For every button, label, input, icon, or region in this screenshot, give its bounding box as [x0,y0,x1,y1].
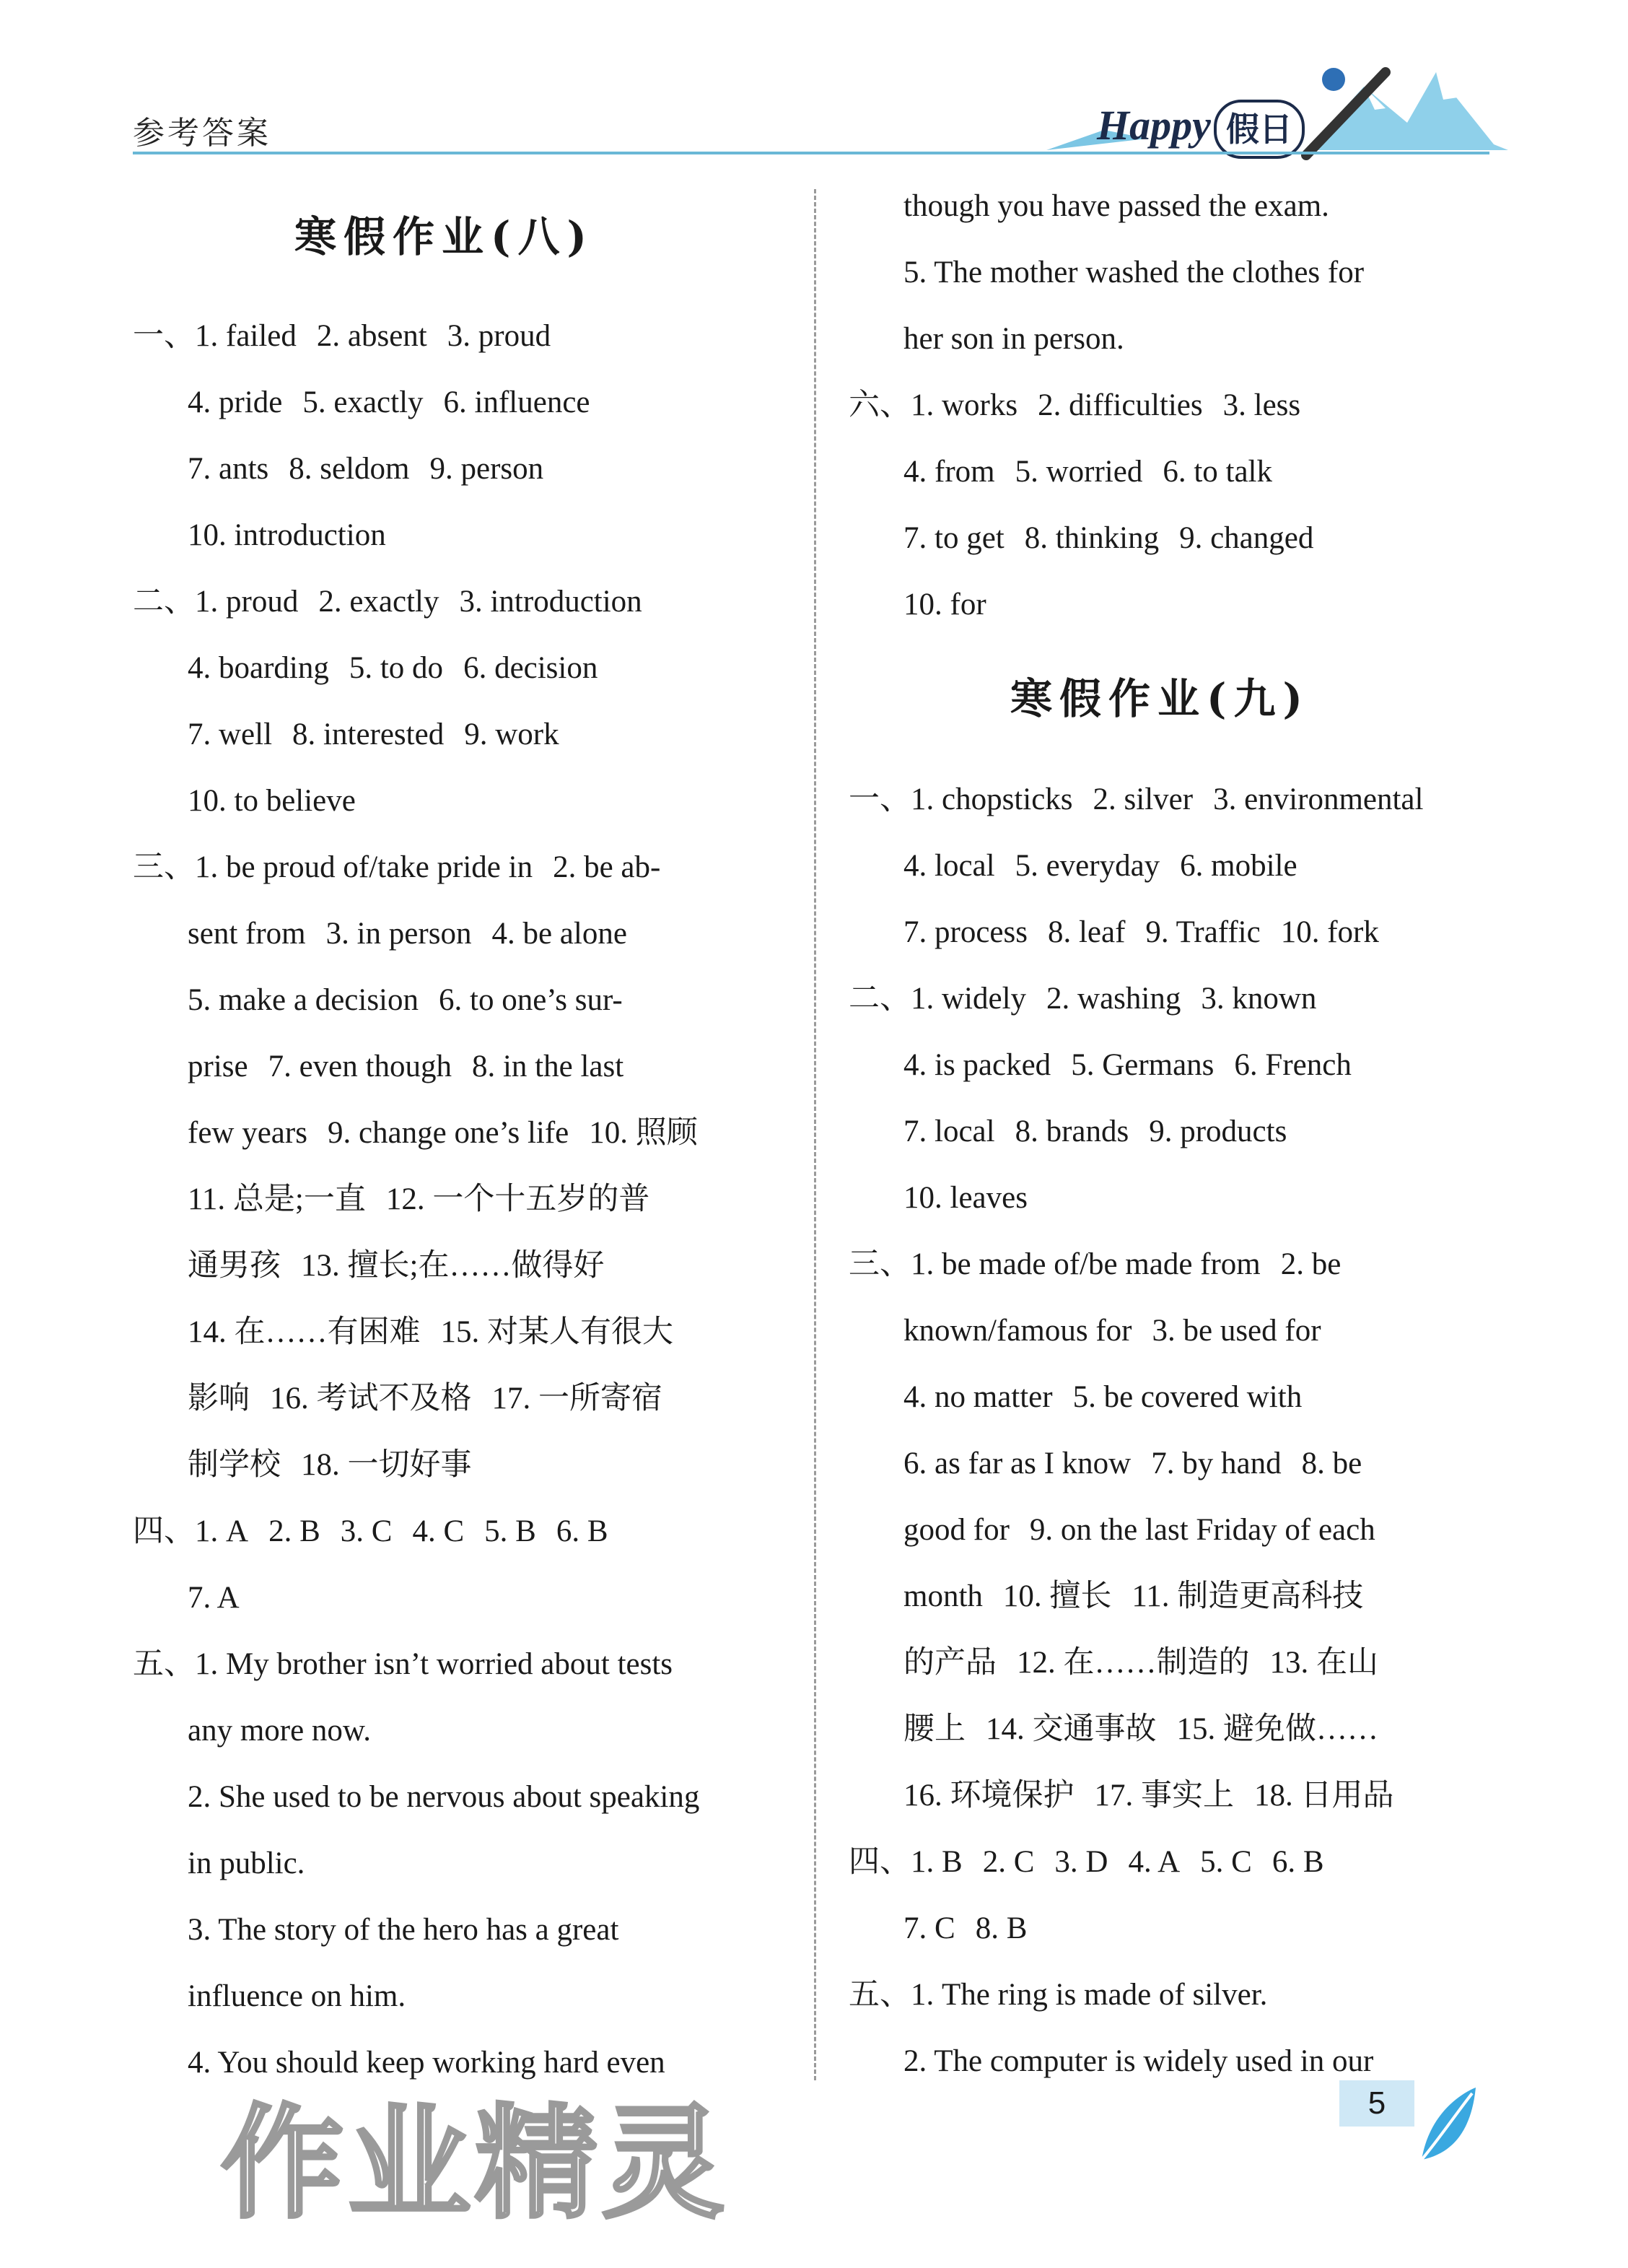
answer-item: 10. 照顾 [589,1116,698,1150]
answer-line [903,517,1313,560]
answer-item: 3. environmental [1213,782,1424,816]
answer-line [903,1442,1362,1486]
answer-item: 制学校 [188,1448,281,1482]
brand-badge: 假日 [1214,100,1305,159]
answer-item: 9. Traffic [1145,915,1261,949]
answer-item: 7. ants [188,452,269,486]
answer-item: 7. by hand [1151,1447,1282,1480]
answer-item: 3. C [340,1514,393,1548]
answer-line [188,1377,662,1421]
answer-item: 三、1. be made of/be made from [849,1247,1261,1281]
answer-item: 5. B [484,1514,536,1548]
answer-item: 二、1. widely [849,982,1027,1016]
answer-line [188,713,559,756]
answer-line [903,1774,1394,1818]
answer-line [133,1643,673,1686]
answer-line [188,1045,623,1089]
answer-item: 4. is packed [903,1048,1051,1082]
answer-item: 15. 避免做…… [1176,1712,1378,1746]
answer-item: 3. be used for [1152,1314,1321,1348]
answer-line [188,1709,371,1753]
answer-item: 2. difficulties [1038,388,1203,422]
header-label: 参考答案 [133,115,271,152]
answer-item: 17. 一所寄宿 [491,1382,662,1416]
answer-item: 14. 交通事故 [986,1712,1157,1746]
answer-line [903,1376,1302,1419]
answer-line [849,977,1316,1021]
answer-item: 4. from [903,455,995,489]
answer-item: 5. C [1200,1845,1252,1879]
answer-item: 通男孩 [188,1249,281,1283]
answer-line [188,1178,649,1221]
brand-happy-text: Happy [1097,102,1211,149]
answer-item: 16. 考试不及格 [270,1382,472,1416]
answer-item: 4. C [412,1514,465,1548]
answer-item: 4. local [903,849,995,883]
answer-item: 4. be alone [491,917,627,951]
answer-item: 10. leaves [903,1181,1028,1215]
answer-line [188,1244,604,1288]
answer-item: 9. changed [1179,521,1314,555]
answer-line [903,2040,1373,2083]
leaf-icon [1414,2088,1479,2167]
answer-line [903,318,1124,361]
answer-item: 14. 在……有困难 [188,1315,421,1349]
answer-item: 2. She used to be nervous about speaking [188,1780,700,1814]
answer-line [903,450,1272,494]
answer-item: 16. 环境保护 [903,1779,1075,1813]
answer-line [903,1907,1027,1950]
answer-item: good for [903,1513,1010,1547]
answer-line [188,912,627,956]
answer-item: 四、1. B [849,1845,963,1879]
answer-item: 5. exactly [302,385,424,419]
answer-item: prise [188,1050,248,1083]
answer-item: 8. be [1301,1447,1362,1480]
answer-item: 7. to get [903,521,1005,555]
answer-item: 5. to do [349,651,444,685]
answer-line [903,1110,1287,1153]
column-divider [814,189,816,2080]
answer-item: 2. absent [316,319,427,353]
header-rule [133,152,1489,154]
answer-item: 3. known [1201,982,1317,1016]
answer-line [903,1044,1352,1087]
answer-item: 3. proud [447,319,551,353]
answer-line [188,979,623,1022]
answer-item: 四、1. A [133,1514,249,1548]
answer-line [903,1509,1375,1552]
answer-item: 6. to one’s sur- [439,983,623,1017]
answer-line [849,384,1300,427]
answer-item: 5. everyday [1015,849,1160,883]
answer-line [903,1575,1363,1618]
answer-item: month [903,1579,983,1613]
answer-item: any more now. [188,1714,371,1748]
answer-line [903,1641,1378,1685]
answer-item: 4. pride [188,385,283,419]
answer-item: 10. for [903,588,986,621]
answer-line [903,1708,1378,1751]
answer-item: 2. C [982,1845,1035,1879]
answer-item: 六、1. works [849,388,1018,422]
answer-item: 5. make a decision [188,983,419,1017]
answer-item: 7. even though [268,1050,452,1083]
answer-item: 8. B [975,1911,1028,1945]
answer-item: 7. A [188,1581,240,1615]
answer-item: 3. in person [325,917,472,951]
answer-line [903,185,1329,228]
answer-item: few years [188,1116,307,1150]
answer-item: 五、1. My brother isn’t worried about tests [133,1647,673,1681]
answer-item: 二、1. proud [133,585,299,619]
answer-item: 5. Germans [1071,1048,1215,1082]
answer-line [188,1842,305,1885]
answer-item: 6. mobile [1180,849,1297,883]
answer-line [188,1909,618,1952]
section-title-8: 寒假作业(八) [294,212,594,261]
answer-item: 10. introduction [188,518,386,552]
answer-line [903,583,986,627]
answer-line [133,315,551,358]
answer-line [903,845,1297,888]
answer-line [849,1243,1341,1286]
answer-item: 3. D [1054,1845,1108,1879]
answer-item: 9. change one’s life [327,1116,569,1150]
answer-item: 3. less [1222,388,1301,422]
answer-line [133,1510,608,1553]
answer-item: 8. seldom [289,452,410,486]
answer-line [188,1776,699,1819]
answer-item: sent from [188,917,306,951]
answer-line [188,1975,406,2018]
answer-item: 一、1. failed [133,319,297,353]
answer-item: 6. decision [463,651,598,685]
answer-item: 10. to believe [188,784,356,818]
answer-line [133,846,660,889]
answer-item: 6. as far as I know [903,1447,1132,1480]
page-number: 5 [1339,2080,1414,2127]
answer-item: 6. French [1234,1048,1352,1082]
answer-item: 7. well [188,718,273,751]
answer-item: 五、1. The ring is made of silver. [849,1978,1268,2012]
answer-item: 6. influence [443,385,590,419]
answer-line [903,1309,1321,1353]
brand-logo [1046,58,1508,166]
answer-item: 3. introduction [459,585,642,619]
answer-item: 11. 总是;一直 [188,1182,366,1216]
answer-item: 18. 一切好事 [301,1448,472,1482]
answer-line [188,647,598,690]
answer-item: 7. C [903,1911,955,1945]
answer-line [849,1841,1324,1884]
answer-item: 4. boarding [188,651,329,685]
answer-item: known/famous for [903,1314,1132,1348]
answer-item: 6. B [1272,1845,1324,1879]
answer-item: 8. brands [1015,1115,1129,1148]
answer-item: 9. on the last Friday of each [1029,1513,1375,1547]
answer-item: 9. work [464,718,559,751]
answer-line [188,780,356,823]
answer-item: 8. leaf [1047,915,1126,949]
answer-item: 9. person [429,452,544,486]
answer-line [133,580,642,624]
watermark: 作业精灵 [221,2093,730,2236]
answer-item: 7. local [903,1115,995,1148]
answer-line [188,1576,240,1620]
answer-item: 17. 事实上 [1094,1779,1234,1813]
answer-item: 腰上 [903,1712,966,1746]
answer-line [188,514,386,557]
answer-line [849,1973,1267,2017]
answer-item: 影响 [188,1382,250,1416]
answer-item: 的产品 [903,1646,997,1680]
answer-item: 2. silver [1093,782,1194,816]
answer-line [188,1311,673,1354]
answer-item: 5. The mother washed the clothes for [903,256,1365,289]
answer-item: 12. 在……制造的 [1017,1646,1250,1680]
answer-line [188,381,590,424]
answer-item: 三、1. be proud of/take pride in [133,850,533,884]
answer-item: 5. be covered with [1072,1380,1303,1414]
answer-item: 6. B [556,1514,608,1548]
answer-item: 6. to talk [1163,455,1273,489]
answer-item: 11. 制造更高科技 [1132,1579,1364,1613]
answer-line [849,778,1423,821]
answer-item: 4. no matter [903,1380,1053,1414]
answer-item: her son in person. [903,322,1124,356]
answer-item: 3. The story of the hero has a great [188,1913,619,1947]
answer-item: 2. be [1280,1247,1342,1281]
answer-item: in public. [188,1846,305,1880]
answer-item: 2. B [268,1514,320,1548]
answer-item: 18. 日用品 [1254,1779,1394,1813]
answer-item: 9. products [1149,1115,1287,1148]
answer-item: 10. 擅长 [1002,1579,1112,1613]
answer-item: influence on him. [188,1979,406,2013]
answer-line [903,251,1364,295]
answer-item: 4. You should keep working hard even [188,2046,665,2080]
answer-item: though you have passed the exam. [903,189,1329,223]
answer-line [188,448,543,491]
answer-item: 8. thinking [1024,521,1160,555]
answer-line [903,911,1379,954]
answer-item: 13. 擅长;在……做得好 [301,1249,605,1283]
answer-item: 5. worried [1015,455,1143,489]
answer-item: 13. 在山 [1269,1646,1378,1680]
answer-line [188,1444,472,1487]
answer-item: 2. exactly [318,585,439,619]
answer-line [903,1177,1028,1220]
answer-item: 12. 一个十五岁的普 [385,1182,650,1216]
answer-item: 2. be ab- [553,850,661,884]
answer-item: 一、1. chopsticks [849,782,1073,816]
answer-item: 2. washing [1046,982,1181,1016]
answer-line [188,1112,698,1155]
answer-item: 4. A [1128,1845,1181,1879]
answer-item: 8. interested [292,718,445,751]
answer-item: 15. 对某人有很大 [440,1315,673,1349]
answer-item: 2. The computer is widely used in our [903,2044,1374,2078]
answer-item: 10. fork [1280,915,1379,949]
answer-item: 8. in the last [471,1050,624,1083]
section-title-9: 寒假作业(九) [1010,674,1310,723]
answer-item: 7. process [903,915,1028,949]
